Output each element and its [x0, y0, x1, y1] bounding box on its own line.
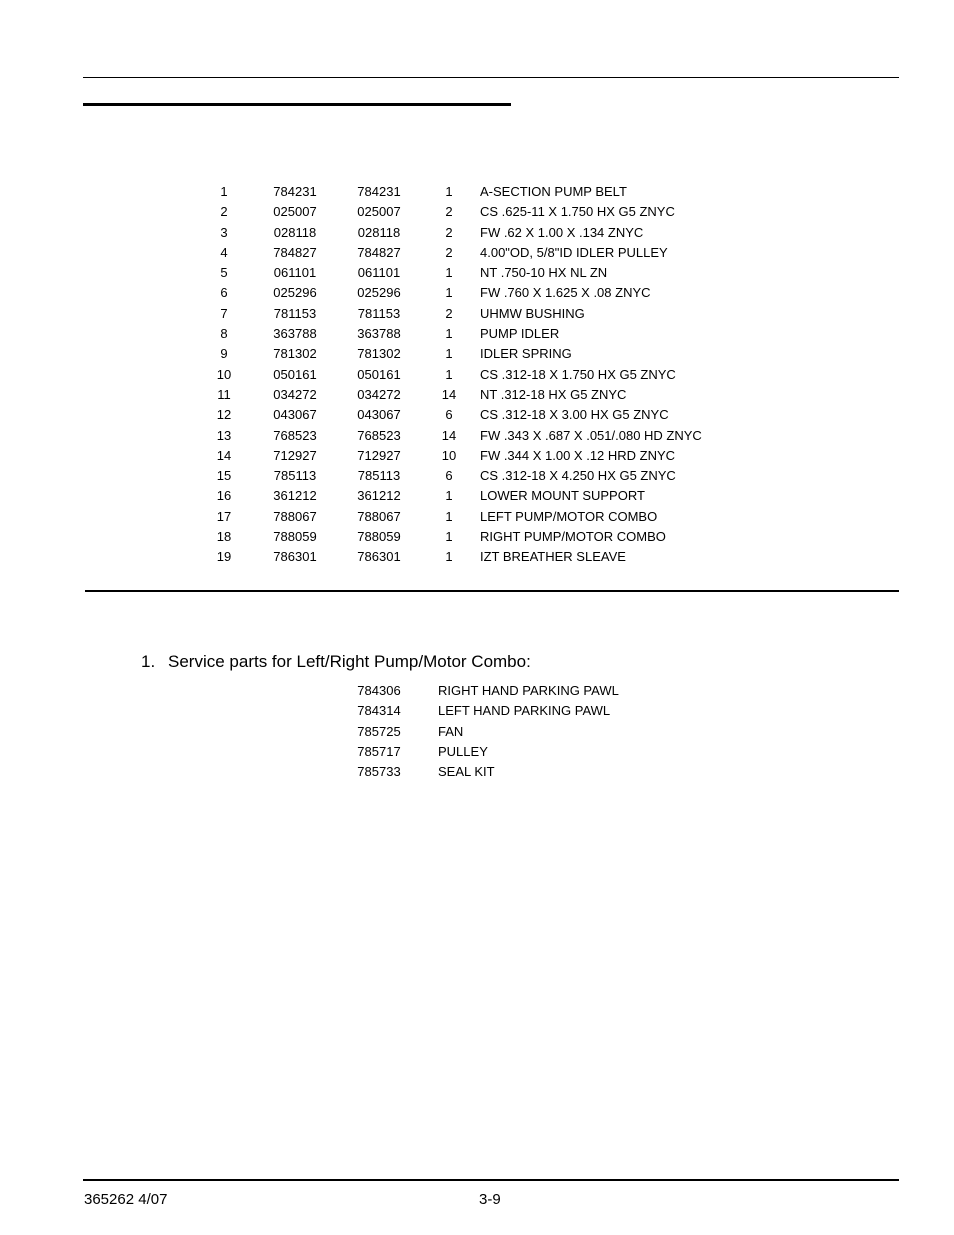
table-row [0, 182, 954, 202]
ref-number: 3 [220, 224, 228, 240]
header-rule [83, 77, 899, 78]
description: FW .760 X 1.625 X .08 ZNYC [480, 285, 651, 301]
table-row [0, 243, 954, 263]
quantity: 6 [445, 407, 453, 423]
table-row [0, 507, 954, 527]
table-row [0, 283, 954, 303]
quantity: 1 [445, 346, 453, 362]
ref-number: 10 [216, 366, 232, 382]
description: NT .750-10 HX NL ZN [480, 265, 608, 281]
part-number: 784314 [357, 703, 401, 719]
part-number: 781302 [273, 346, 317, 362]
table-row [0, 263, 954, 283]
footer-rule [83, 1179, 899, 1181]
part-number: 361212 [273, 488, 317, 504]
ref-number: 16 [216, 488, 232, 504]
ref-number: 1 [220, 184, 228, 199]
table-row [0, 344, 954, 364]
quantity: 2 [445, 305, 453, 321]
table-row [0, 304, 954, 324]
table-row [0, 223, 954, 243]
part-number: 784827 [273, 244, 317, 260]
description: RIGHT PUMP/MOTOR COMBO [480, 529, 666, 545]
part-number: 785725 [357, 723, 401, 739]
quantity: 1 [445, 265, 453, 281]
table-row [0, 762, 954, 782]
quantity: 14 [441, 386, 457, 402]
quantity: 2 [445, 244, 453, 260]
table-row [0, 742, 954, 762]
quantity: 2 [445, 204, 453, 220]
description: NT .312-18 HX G5 ZNYC [480, 386, 627, 402]
ref-number: 11 [217, 386, 231, 402]
part-number: 785113 [357, 468, 401, 484]
description: PULLEY [438, 743, 488, 759]
table-row [0, 365, 954, 385]
quantity: 1 [445, 529, 453, 545]
table-row [0, 527, 954, 547]
description: A-SECTION PUMP BELT [480, 184, 627, 199]
part-number: 788067 [357, 508, 401, 524]
part-number: 784231 [273, 184, 317, 199]
description: CS .625-11 X 1.750 HX G5 ZNYC [480, 204, 675, 220]
table-row [0, 681, 954, 701]
title-underline [83, 103, 511, 106]
ref-number: 8 [220, 326, 228, 342]
description: LOWER MOUNT SUPPORT [480, 488, 645, 504]
part-number: 785113 [273, 468, 317, 484]
ref-number: 14 [216, 447, 232, 463]
ref-number: 4 [220, 244, 228, 260]
description: UHMW BUSHING [480, 305, 585, 321]
part-number: 025007 [357, 204, 401, 220]
part-number: 028118 [273, 224, 317, 240]
part-number: 043067 [273, 407, 317, 423]
table-row [0, 324, 954, 344]
ref-number: 17 [216, 508, 232, 524]
part-number: 788067 [273, 508, 317, 524]
quantity: 1 [445, 285, 453, 301]
page-number: 3-9 [479, 1191, 501, 1208]
part-number: 025296 [273, 285, 317, 301]
quantity: 1 [445, 326, 453, 342]
table-row [0, 202, 954, 222]
ref-number: 7 [220, 305, 228, 321]
description: 4.00"OD, 5/8"ID IDLER PULLEY [480, 244, 668, 260]
description: LEFT HAND PARKING PAWL [438, 703, 611, 719]
table-row [0, 405, 954, 425]
ref-number: 6 [220, 285, 228, 301]
quantity: 1 [445, 549, 453, 565]
part-number: 784231 [357, 184, 401, 199]
table-row [0, 486, 954, 506]
part-number: 363788 [357, 326, 401, 342]
part-number: 781153 [273, 305, 317, 321]
quantity: 1 [445, 508, 453, 524]
ref-number: 15 [216, 468, 232, 484]
ref-number: 5 [220, 265, 228, 281]
note-number: 1. [141, 652, 156, 671]
quantity: 14 [441, 427, 457, 443]
table-row [0, 722, 954, 742]
table-row [0, 547, 954, 567]
service-note [141, 651, 531, 673]
description: SEAL KIT [438, 764, 495, 780]
ref-number: 2 [220, 204, 228, 220]
part-number: 786301 [357, 549, 401, 565]
service-parts-table [0, 681, 954, 782]
table-row [0, 466, 954, 486]
part-number: 034272 [357, 386, 401, 402]
document-number: 365262 4/07 [84, 1191, 168, 1208]
note-text: Service parts for Left/Right Pump/Motor Combo: [168, 652, 531, 671]
part-number: 768523 [273, 427, 317, 443]
description: PUMP IDLER [480, 326, 560, 342]
description: RIGHT HAND PARKING PAWL [438, 683, 619, 698]
description: LEFT PUMP/MOTOR COMBO [480, 508, 658, 524]
part-number: 050161 [273, 366, 317, 382]
ref-number: 9 [220, 346, 228, 362]
description: FAN [438, 723, 464, 739]
description: FW .343 X .687 X .051/.080 HD ZNYC [480, 427, 702, 443]
part-number: 785717 [357, 743, 401, 759]
ref-number: 12 [216, 407, 232, 423]
table-row [0, 446, 954, 466]
part-number: 025007 [273, 204, 317, 220]
part-number: 363788 [273, 326, 317, 342]
description: IZT BREATHER SLEAVE [480, 549, 626, 565]
parts-table [0, 182, 954, 568]
description: IDLER SPRING [480, 346, 572, 362]
part-number: 025296 [357, 285, 401, 301]
description: FW .344 X 1.00 X .12 HRD ZNYC [480, 447, 676, 463]
part-number: 785733 [357, 764, 401, 780]
part-number: 028118 [357, 224, 401, 240]
table-row [0, 385, 954, 405]
part-number: 712927 [357, 447, 401, 463]
description: CS .312-18 X 1.750 HX G5 ZNYC [480, 366, 676, 382]
quantity: 6 [445, 468, 453, 484]
ref-number: 13 [216, 427, 232, 443]
description: CS .312-18 X 3.00 HX G5 ZNYC [480, 407, 669, 423]
part-number: 788059 [273, 529, 317, 545]
ref-number: 19 [216, 549, 232, 565]
quantity: 1 [445, 366, 453, 382]
description: CS .312-18 X 4.250 HX G5 ZNYC [480, 468, 676, 484]
part-number: 781153 [357, 305, 401, 321]
table-row [0, 426, 954, 446]
part-number: 781302 [357, 346, 401, 362]
part-number: 361212 [357, 488, 401, 504]
part-number: 043067 [357, 407, 401, 423]
quantity: 10 [441, 447, 457, 463]
part-number: 784827 [357, 244, 401, 260]
part-number: 786301 [273, 549, 317, 565]
part-number: 712927 [273, 447, 317, 463]
part-number: 061101 [273, 265, 317, 281]
part-number: 784306 [357, 683, 401, 698]
part-number: 050161 [357, 366, 401, 382]
quantity: 1 [445, 488, 453, 504]
description: FW .62 X 1.00 X .134 ZNYC [480, 224, 644, 240]
part-number: 788059 [357, 529, 401, 545]
table-row [0, 701, 954, 721]
part-number: 034272 [273, 386, 317, 402]
table-bottom-rule [85, 590, 899, 592]
ref-number: 18 [216, 529, 232, 545]
quantity: 1 [445, 184, 453, 199]
part-number: 768523 [357, 427, 401, 443]
part-number: 061101 [357, 265, 401, 281]
quantity: 2 [445, 224, 453, 240]
